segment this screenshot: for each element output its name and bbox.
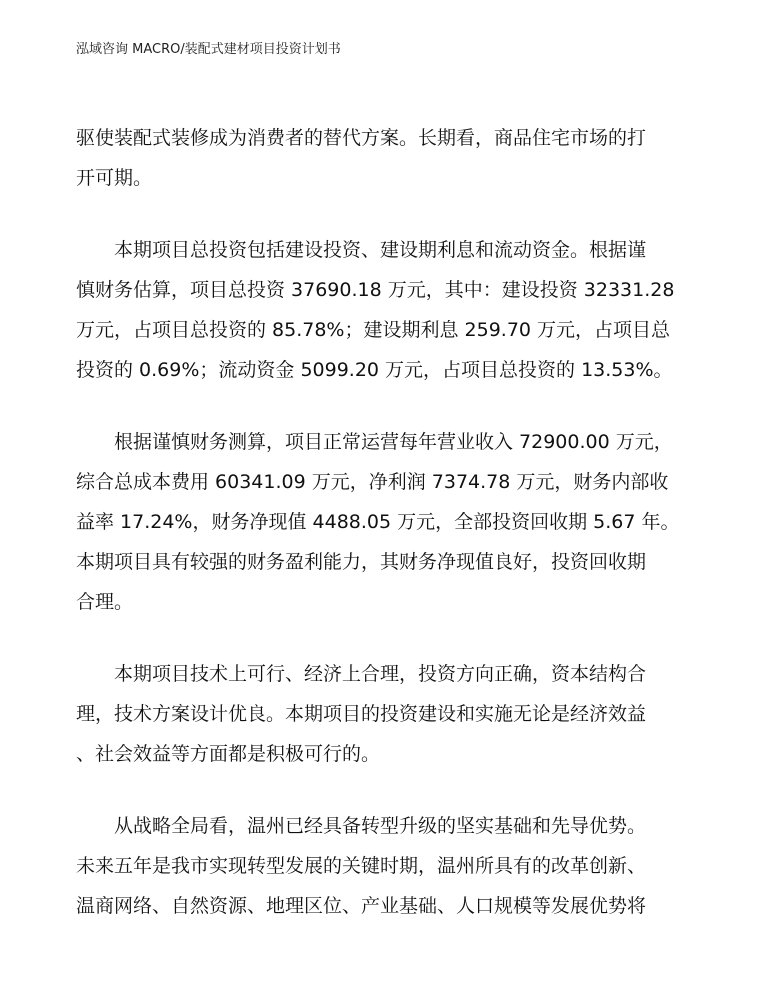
paragraph-feasibility [76,654,688,774]
text-line: 开可期。 [76,167,153,189]
text-line: 慎财务估算，项目总投资 37690.18 万元，其中：建设投资 32331.28 [76,279,675,301]
text-line: 综合总成本费用 60341.09 万元，净利润 7374.78 万元，财务内部收 [76,471,669,493]
text-line: 投资的 0.69%；流动资金 5099.20 万元，占项目总投资的 13.53%。 [76,359,673,381]
text-line: 合理。 [76,591,134,613]
text-line: 根据谨慎财务测算，项目正常运营每年营业收入 72900.00 万元， [114,431,673,453]
text-line: 益率 17.24%，财务净现值 4488.05 万元，全部投资回收期 5.67 年。 [76,511,680,533]
text-line: 温商网络、自然资源、地理区位、产业基础、人口规模等发展优势将 [76,895,647,917]
page-header: 泓域咨询 MACRO/装配式建材项目投资计划书 [76,42,341,57]
header-divider [76,70,688,71]
text-line: 本期项目总投资包括建设投资、建设期利息和流动资金。根据谨 [114,239,647,261]
paragraph-financial-analysis [76,422,688,622]
text-line: 本期项目具有较强的财务盈利能力，其财务净现值良好，投资回收期 [76,551,647,573]
body-text [76,118,688,926]
text-line: 从战略全局看，温州已经具备转型升级的坚实基础和先导优势。 [114,815,647,837]
text-line: 驱使装配式装修成为消费者的替代方案。长期看，商品住宅市场的打 [76,127,647,149]
text-line: 未来五年是我市实现转型发展的关键时期，温州所具有的改革创新、 [76,855,647,877]
paragraph-continuation [76,118,688,198]
text-line: 、社会效益等方面都是积极可行的。 [76,743,381,765]
text-line: 本期项目技术上可行、经济上合理，投资方向正确，资本结构合 [114,663,647,685]
text-line: 万元，占项目总投资的 85.78%；建设期利息 259.70 万元，占项目总 [76,319,671,341]
paragraph-strategy [76,806,688,926]
paragraph-total-investment [76,230,688,390]
text-line: 理，技术方案设计优良。本期项目的投资建设和实施无论是经济效益 [76,703,647,725]
